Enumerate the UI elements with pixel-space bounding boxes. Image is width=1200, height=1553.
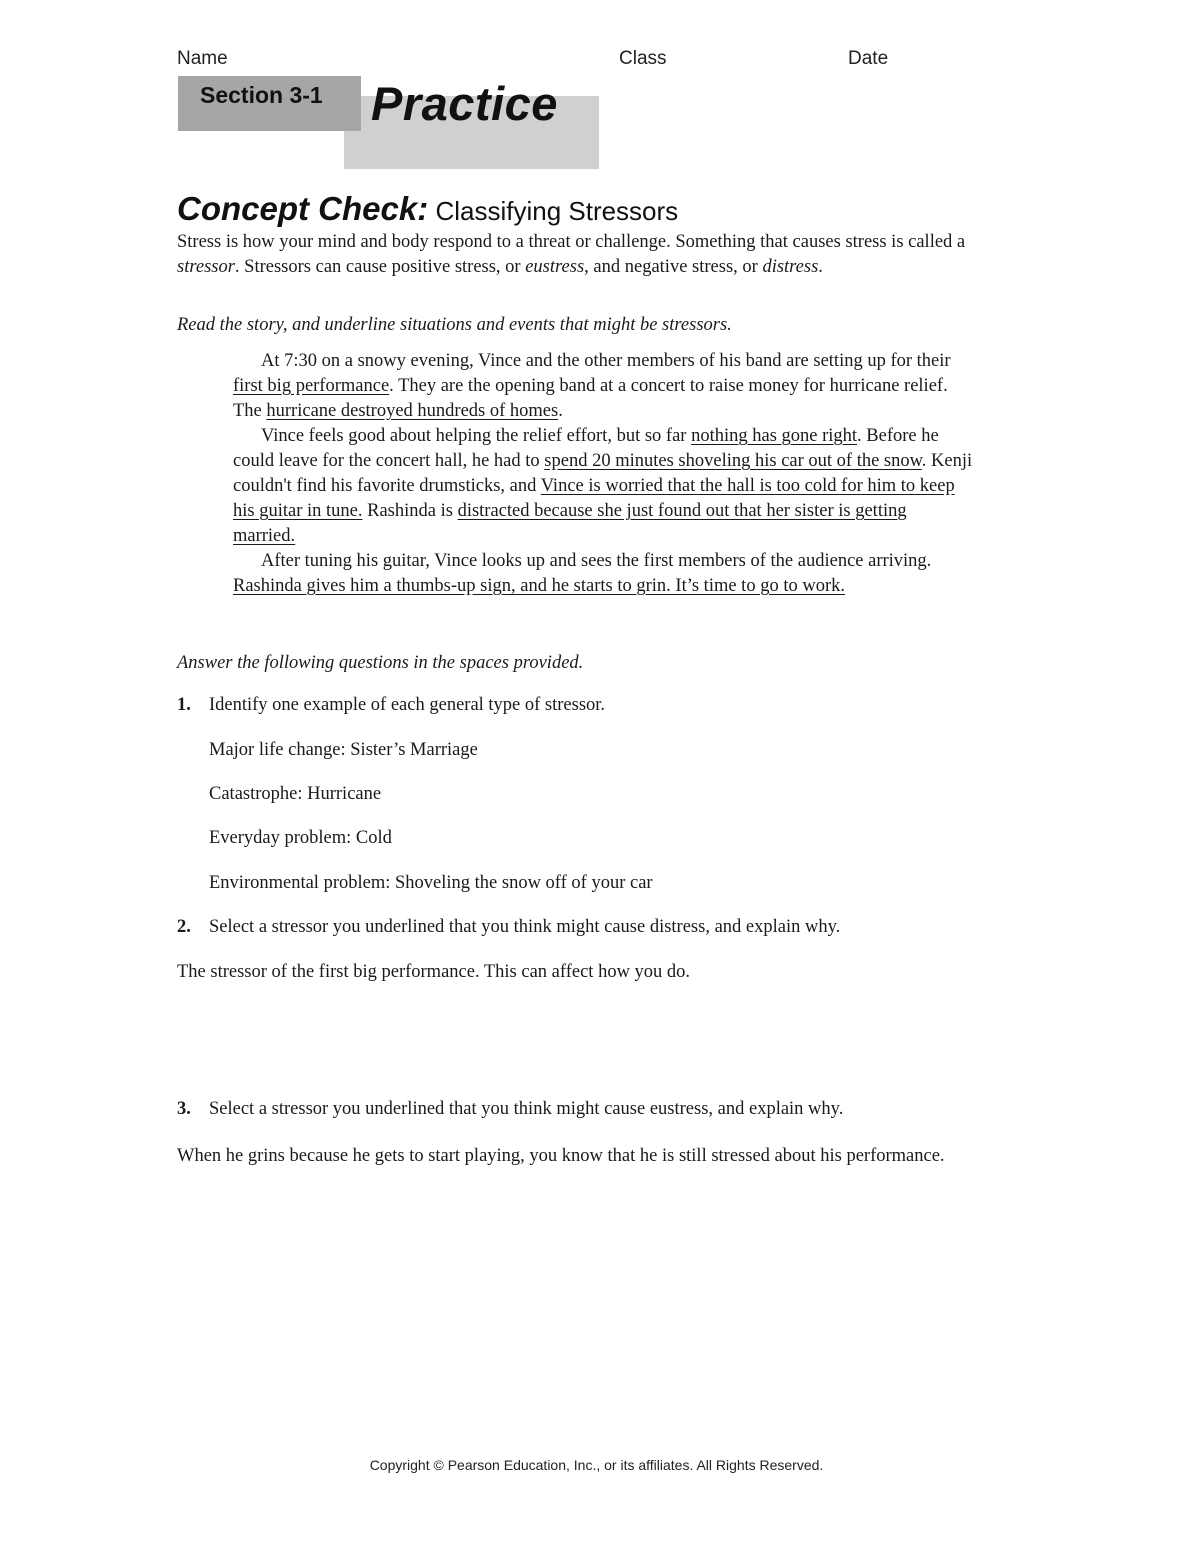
story-text: At 7:30 on a snowy evening, Vince and the other members of his band are setting up for their — [261, 351, 951, 371]
underlined-stressor: distracted because she just found out that her sister is getting married. — [233, 501, 907, 546]
page-title — [177, 190, 678, 228]
section-label: Section 3-1 — [200, 82, 323, 108]
intro-text-4: . — [818, 257, 823, 277]
answer-major-life-change[interactable]: Major life change: Sister’s Marriage — [209, 740, 478, 760]
intro-text-2: . Stressors can cause positive stress, or — [234, 257, 526, 277]
underlined-stressor: Rashinda gives him a thumbs-up sign, and he starts to grin. It’s time to go to work. — [233, 576, 845, 596]
story-text: Rashinda is — [362, 501, 458, 521]
answer-catastrophe[interactable]: Catastrophe: Hurricane — [209, 784, 382, 804]
copyright-footer: Copyright © Pearson Education, Inc., or its affiliates. All Rights Reserved. — [369, 1457, 824, 1473]
story-block — [233, 349, 973, 599]
question-text: Select a stressor you underlined that you think might cause distress, and explain why. — [209, 917, 841, 937]
practice-heading: Practice — [371, 77, 558, 130]
story-paragraph-3 — [233, 549, 973, 599]
answer-2[interactable]: The stressor of the first big performance. This can affect how you do. — [177, 962, 691, 982]
question-text: Select a stressor you underlined that you think might cause eustress, and explain why. — [209, 1099, 844, 1119]
intro-text-3: , and negative stress, or — [584, 257, 763, 277]
class-label: Class — [619, 48, 667, 69]
story-instruction: Read the story, and underline situations and events that might be stressors. — [177, 315, 732, 335]
story-text: . They are the opening band at a concert to raise money for hurricane relief. The — [233, 376, 948, 421]
underlined-stressor: Vince is worried that the hall is too cold for him to keep his guitar in tune. — [233, 476, 955, 521]
question-3 — [177, 1099, 844, 1120]
story-paragraph-2 — [233, 424, 973, 549]
underlined-stressor: hurricane destroyed hundreds of homes — [266, 401, 559, 421]
underlined-stressor: first big performance — [233, 376, 390, 396]
answer-environmental-problem[interactable]: Environmental problem: Shoveling the snow off of your car — [209, 873, 653, 893]
underlined-stressor: nothing has gone right — [691, 426, 858, 446]
title-rest: Classifying Stressors — [428, 196, 679, 226]
question-number: 3. — [177, 1099, 191, 1119]
term-stressor: stressor — [177, 257, 235, 277]
question-text: Identify one example of each general type of stressor. — [209, 695, 606, 715]
question-number: 1. — [177, 695, 191, 715]
intro-paragraph — [177, 230, 1027, 280]
story-text: Vince feels good about helping the relief effort, but so far — [261, 426, 692, 446]
story-paragraph-1 — [233, 349, 973, 424]
title-bold: Concept Check: — [177, 190, 429, 227]
underlined-stressor: spend 20 minutes shoveling his car out of the snow — [544, 451, 922, 471]
question-2 — [177, 917, 841, 938]
term-eustress: eustress — [525, 257, 585, 277]
date-label: Date — [848, 48, 889, 69]
answer-everyday-problem[interactable]: Everyday problem: Cold — [209, 828, 392, 848]
story-text: . Kenji couldn't find his favorite drumsticks, and — [233, 451, 973, 496]
question-number: 2. — [177, 917, 191, 937]
name-label: Name — [177, 48, 228, 69]
story-text: . — [558, 401, 563, 421]
intro-text-1: Stress is how your mind and body respond to a threat or challenge. Something that causes stress is called a — [177, 232, 966, 252]
questions-instruction: Answer the following questions in the spaces provided. — [177, 653, 584, 673]
story-text: . Before he could leave for the concert hall, he had to — [233, 426, 939, 471]
question-1 — [177, 695, 606, 716]
term-distress: distress — [762, 257, 819, 277]
answer-3[interactable]: When he grins because he gets to start playing, you know that he is still stressed about his performance. — [177, 1146, 945, 1166]
story-text: After tuning his guitar, Vince looks up and sees the first members of the audience arriving. — [261, 551, 932, 571]
